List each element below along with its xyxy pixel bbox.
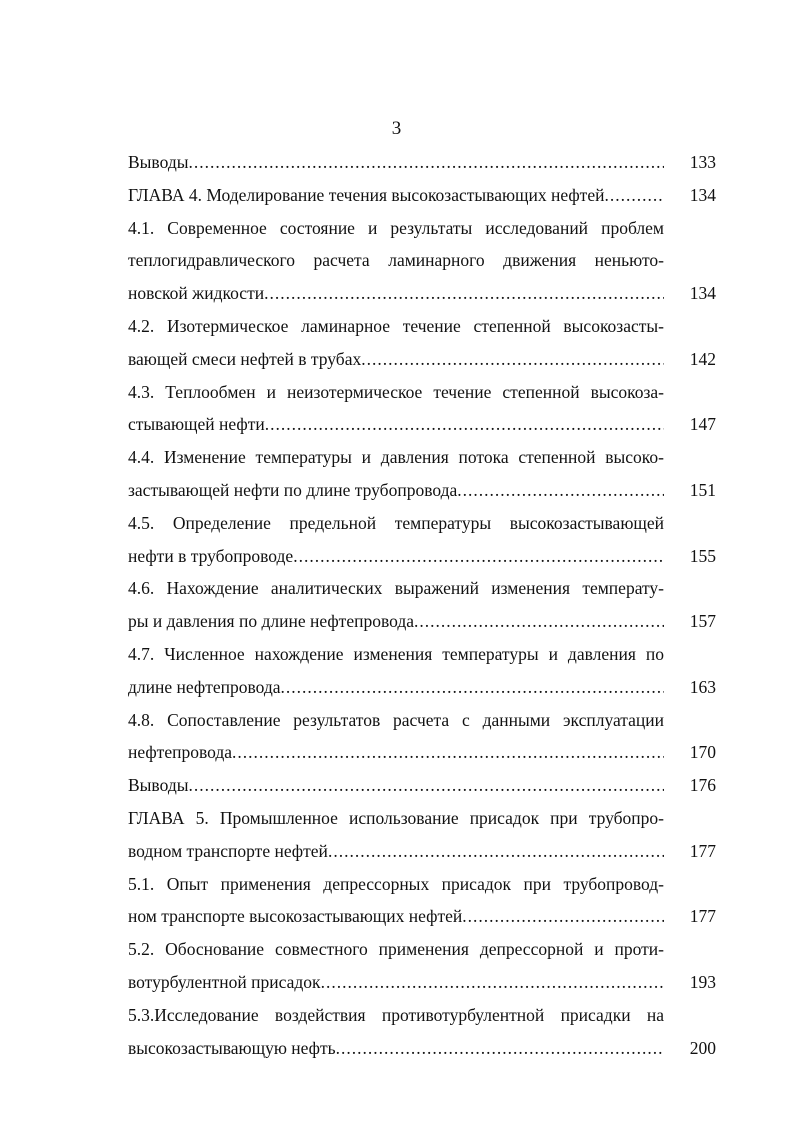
toc-entry-text: 5.3.Исследование воздействия противотурбулентной присадки на xyxy=(128,1004,664,1025)
toc-entry xyxy=(128,441,716,507)
toc-entry-text: ном транспорте высокозастывающих нефтей xyxy=(128,906,463,927)
dot-leader xyxy=(336,1032,664,1065)
dot-leader xyxy=(264,277,664,310)
toc-entry-text: стывающей нефти xyxy=(128,414,265,435)
dot-leader xyxy=(462,900,664,933)
toc-entry-text: вотурбулентной присадок xyxy=(128,971,321,992)
dot-leader xyxy=(188,146,664,179)
toc-entry xyxy=(128,179,716,212)
dot-leader xyxy=(281,671,664,704)
toc-page-number: 177 xyxy=(689,840,716,861)
toc-entry xyxy=(128,638,716,704)
toc-entry-text: новской жидкости xyxy=(128,283,265,304)
toc-page-number: 133 xyxy=(689,152,716,172)
toc-entry xyxy=(128,933,716,999)
toc-entry-text: Выводы xyxy=(128,152,189,172)
toc-page-number: 170 xyxy=(689,742,716,763)
toc-page-number: 155 xyxy=(689,545,716,566)
toc-entry xyxy=(128,572,716,638)
dot-leader xyxy=(328,835,664,868)
toc-entry-text: теплогидравлического расчета ламинарного движения неньюто- xyxy=(128,250,664,271)
dot-leader xyxy=(361,343,664,376)
toc-entry-text: 5.1. Опыт применения депрессорных присадок при трубопровод- xyxy=(128,873,664,894)
toc-entry-text: вающей смеси нефтей в трубах xyxy=(128,348,362,369)
dot-leader xyxy=(232,736,664,769)
toc-entry-text: 5.2. Обоснование совместного применения депрессорной и проти- xyxy=(128,939,664,960)
toc-entry-text: 4.7. Численное нахождение изменения температуры и давления по xyxy=(128,643,664,664)
toc-entry-text: высокозастывающую нефть xyxy=(128,1037,336,1058)
toc-entry-text: водном транспорте нефтей xyxy=(128,840,328,861)
toc-page-number: 177 xyxy=(689,906,716,927)
page-number: 3 xyxy=(391,118,402,139)
toc-entry xyxy=(128,507,716,573)
toc-page-number: 134 xyxy=(689,283,716,304)
dot-leader xyxy=(604,179,664,212)
toc-entry xyxy=(128,146,716,179)
toc-entry xyxy=(128,999,716,1065)
toc-entry-text: 4.2. Изотермическое ламинарное течение степенной высокозасты- xyxy=(128,315,664,336)
toc-entry xyxy=(128,376,716,442)
toc-entry-text: нефти в трубопроводе xyxy=(128,545,294,566)
toc-entry-text: 4.1. Современное состояние и результаты исследований проблем xyxy=(128,217,664,238)
toc-page-number: 200 xyxy=(689,1037,716,1058)
dot-leader xyxy=(321,966,664,999)
toc-page-number: 142 xyxy=(689,348,716,369)
toc-entry-text: ГЛАВА 5. Промышленное использование присадок при трубопро- xyxy=(128,807,664,828)
toc-entry-text: ГЛАВА 4. Моделирование течения высокозастывающих нефтей xyxy=(128,184,605,205)
dot-leader xyxy=(265,408,664,441)
table-of-contents xyxy=(128,146,716,1064)
toc-entry xyxy=(128,868,716,934)
toc-entry-text: нефтепровода xyxy=(128,742,233,763)
toc-entry-text: застывающей нефти по длине трубопровода xyxy=(128,479,458,500)
toc-page-number: 193 xyxy=(689,971,716,992)
toc-page-number: 176 xyxy=(689,775,716,796)
dot-leader xyxy=(457,474,664,507)
toc-entry xyxy=(128,802,716,868)
toc-entry xyxy=(128,212,716,310)
toc-page-number: 157 xyxy=(689,611,716,632)
toc-entry xyxy=(128,704,716,770)
toc-entry-text: ры и давления по длине нефтепровода xyxy=(128,611,415,632)
toc-entry xyxy=(128,310,716,376)
toc-page-number: 151 xyxy=(689,479,716,500)
toc-entry-text: 4.8. Сопоставление результатов расчета с данными эксплуатации xyxy=(128,709,664,730)
toc-entry-text: длине нефтепровода xyxy=(128,676,281,697)
toc-page-number: 134 xyxy=(689,184,716,205)
toc-entry-text: 4.5. Определение предельной температуры высокозастывающей xyxy=(128,512,664,533)
toc-page-number: 147 xyxy=(689,414,716,435)
dot-leader xyxy=(188,769,664,802)
dot-leader xyxy=(293,540,664,573)
dot-leader xyxy=(414,605,664,638)
toc-entry-text: 4.6. Нахождение аналитических выражений изменения температу- xyxy=(128,578,664,599)
toc-entry-text: Выводы xyxy=(128,775,189,796)
toc-entry-text: 4.3. Теплообмен и неизотермическое течение степенной высокоза- xyxy=(128,381,664,402)
toc-entry-text: 4.4. Изменение температуры и давления потока степенной высоко- xyxy=(128,447,664,468)
toc-entry xyxy=(128,769,716,802)
toc-page-number: 163 xyxy=(689,676,716,697)
